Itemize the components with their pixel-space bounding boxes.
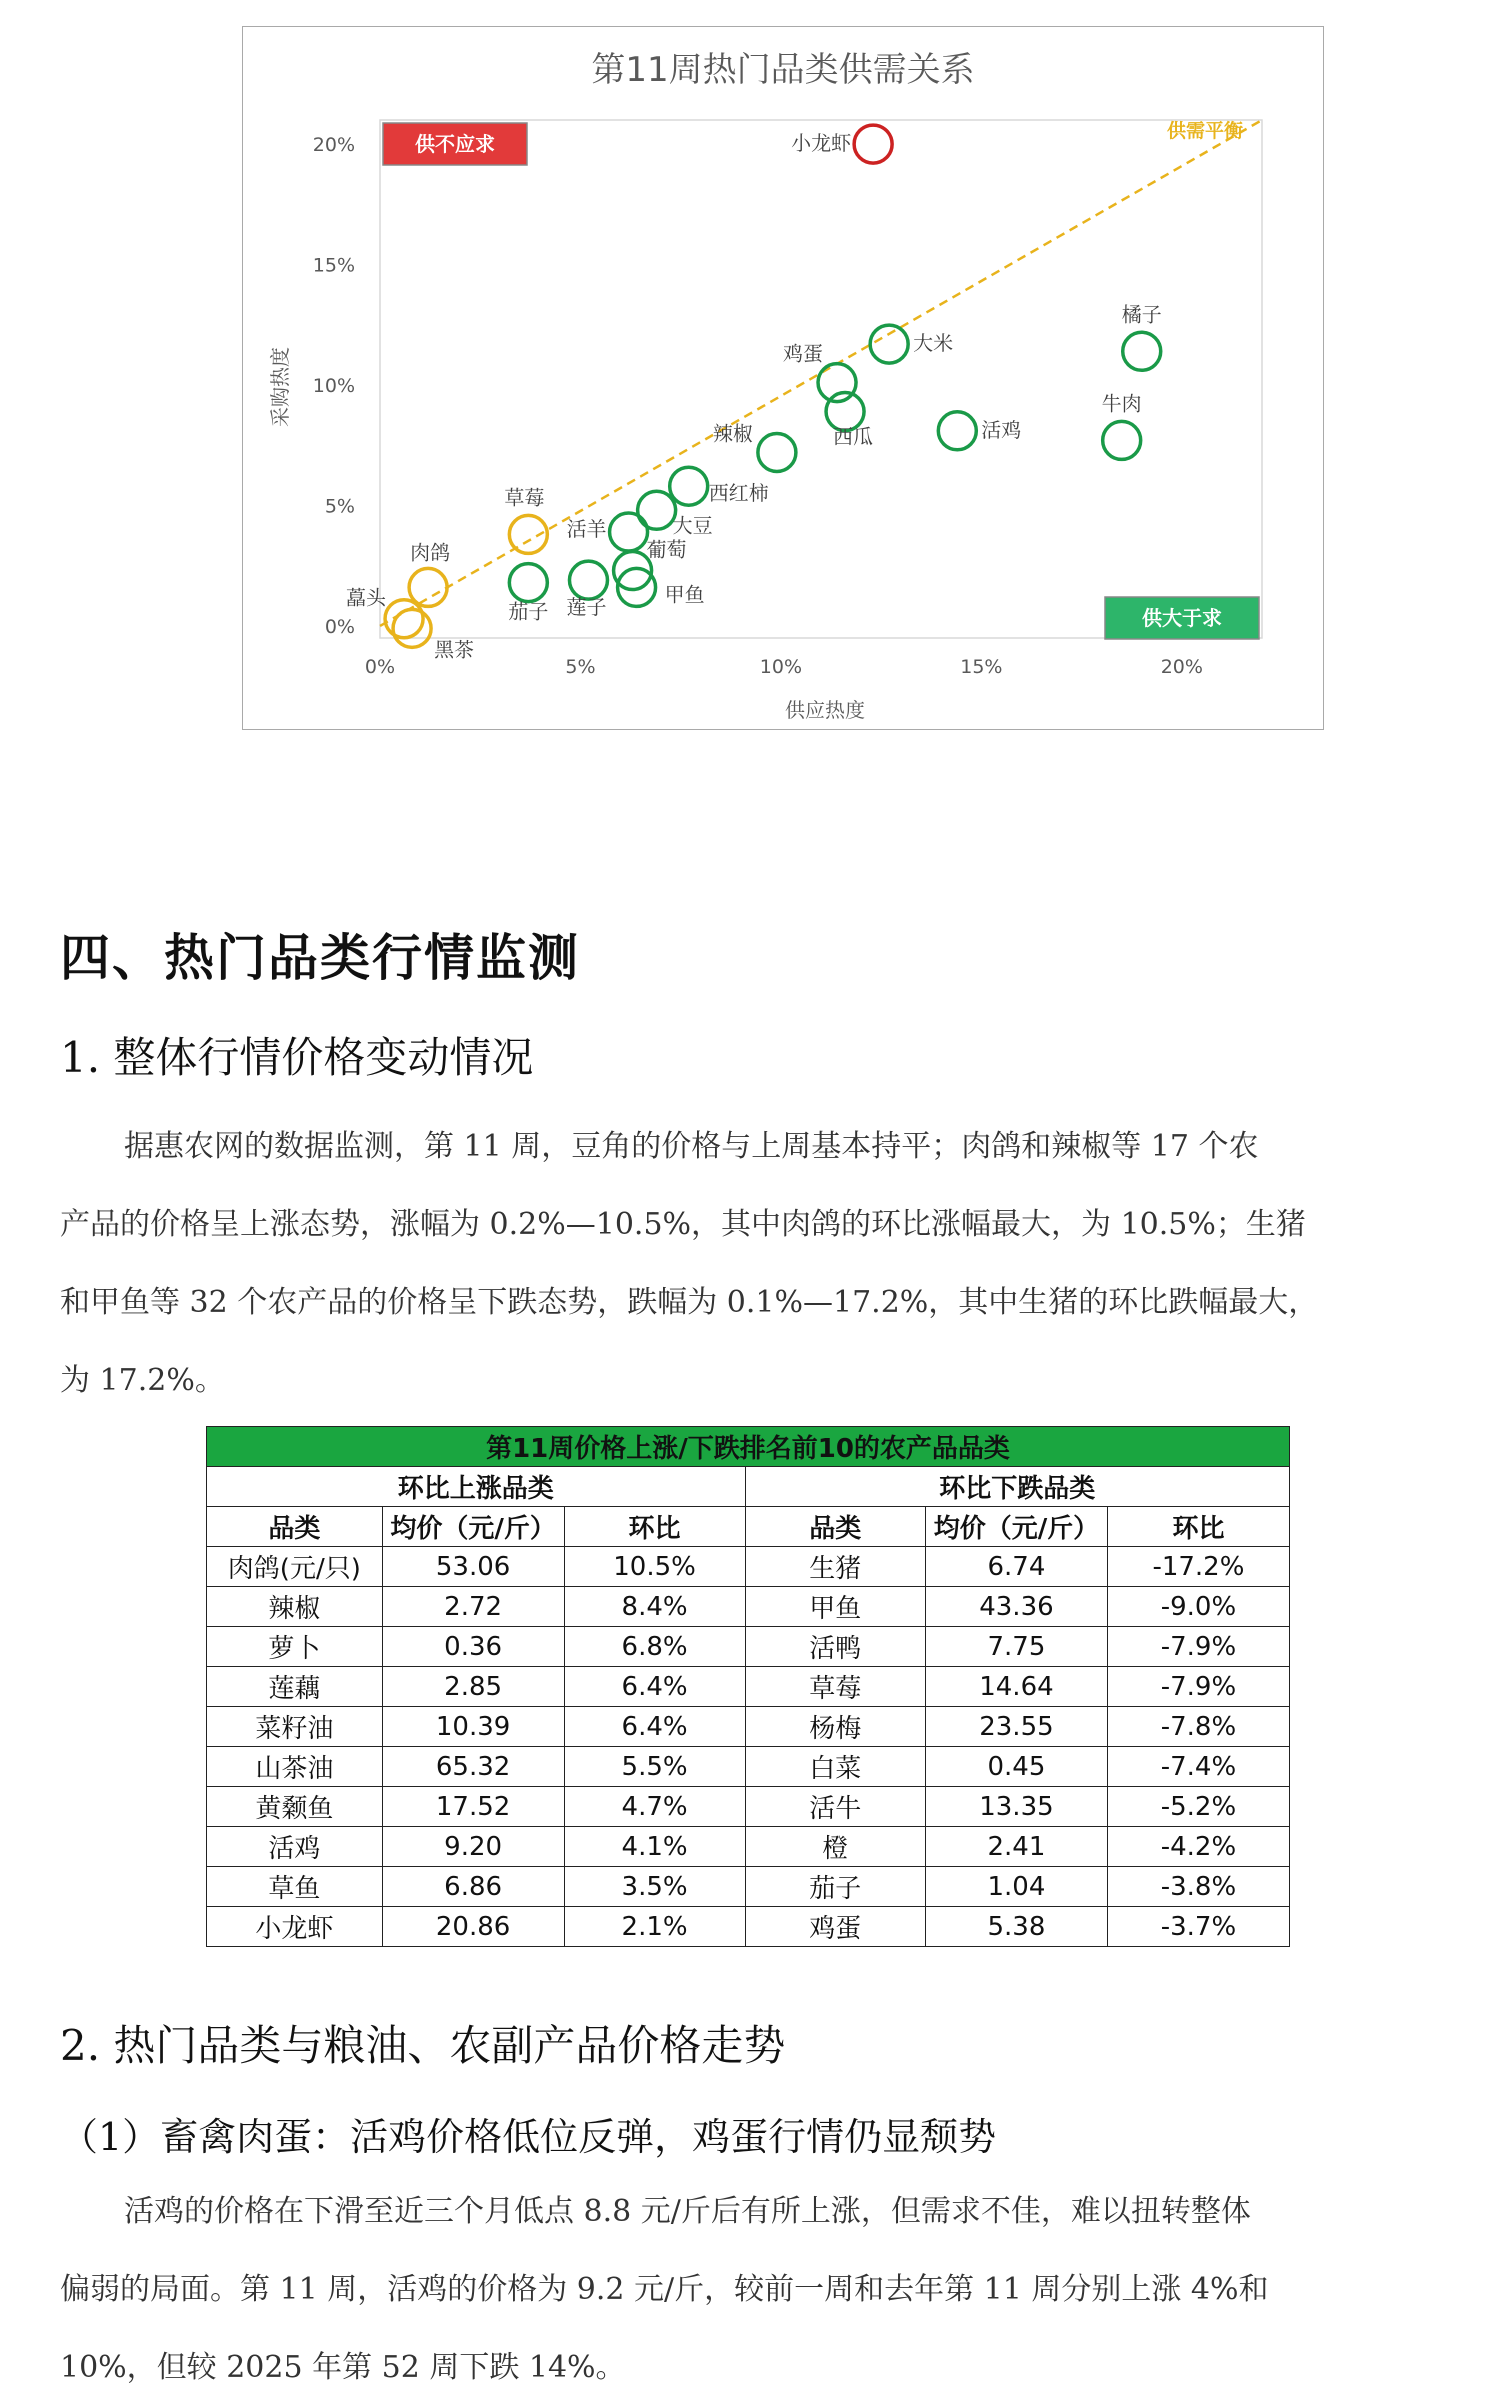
table-cell: 9.20	[382, 1827, 564, 1867]
table-cell: 0.45	[925, 1747, 1107, 1787]
table-cell: 2.1%	[564, 1907, 745, 1947]
table-cell: 3.5%	[564, 1867, 745, 1907]
paragraph-1-line: 产品的价格呈上涨态势，涨幅为 0.2%—10.5%，其中肉鸽的环比涨幅最大，为 10.5%；生猪	[60, 1207, 1306, 1242]
table-cell: 黄颡鱼	[207, 1787, 383, 1827]
table-cell: 4.7%	[564, 1787, 745, 1827]
supply-demand-chart	[242, 26, 1324, 730]
table-cell: 10.5%	[564, 1547, 745, 1587]
column-header: 均价（元/斤）	[925, 1507, 1107, 1547]
y-tick-label: 0%	[324, 615, 355, 638]
table-cell: 活鸭	[745, 1627, 925, 1667]
table-cell: -7.8%	[1107, 1707, 1289, 1747]
balance-label: 供需平衡	[1166, 120, 1243, 142]
y-tick-label: 5%	[324, 495, 355, 518]
table-row	[207, 1547, 1290, 1587]
table-row	[207, 1787, 1290, 1827]
table-cell: 43.36	[925, 1587, 1107, 1627]
table-cell: 8.4%	[564, 1587, 745, 1627]
column-header: 品类	[745, 1507, 925, 1547]
point-label: 辣椒	[712, 421, 753, 446]
table-cell: -9.0%	[1107, 1587, 1289, 1627]
table-cell: 鸡蛋	[745, 1907, 925, 1947]
table-cell: 2.41	[925, 1827, 1107, 1867]
table-cell: 20.86	[382, 1907, 564, 1947]
table-cell: 橙	[745, 1827, 925, 1867]
table-row	[207, 1867, 1290, 1907]
table-cell: 2.85	[382, 1667, 564, 1707]
point-label: 肉鸽	[410, 540, 451, 565]
shortage-label: 供不应求	[415, 132, 495, 156]
paragraph-2-line: 偏弱的局面。第 11 周，活鸡的价格为 9.2 元/斤，较前一周和去年第 11 周分别上涨 4%和	[60, 2272, 1269, 2307]
table-row	[207, 1707, 1290, 1747]
scatter-point	[870, 325, 908, 363]
x-axis-label: 供应热度	[785, 698, 865, 722]
chart-svg	[243, 27, 1323, 729]
scatter-point	[385, 600, 423, 638]
table-cell: -7.9%	[1107, 1667, 1289, 1707]
table-cell: 小龙虾	[207, 1907, 383, 1947]
data-points	[346, 125, 1162, 661]
table-cell: 甲鱼	[745, 1587, 925, 1627]
table-cell: 5.5%	[564, 1747, 745, 1787]
point-label: 橘子	[1121, 302, 1162, 327]
table-cell: 草莓	[745, 1667, 925, 1707]
table-cell: 菜籽油	[207, 1707, 383, 1747]
paragraph-1-line: 据惠农网的数据监测，第 11 周，豆角的价格与上周基本持平；肉鸽和辣椒等 17 个农	[124, 1129, 1259, 1164]
point-label: 鸡蛋	[783, 341, 824, 366]
scatter-point	[409, 568, 447, 606]
paragraph-2	[60, 2173, 1440, 2407]
table-cell: -5.2%	[1107, 1787, 1289, 1827]
table-cell: 6.4%	[564, 1667, 745, 1707]
point-label: 莲子	[566, 595, 607, 620]
table-cell: 生猪	[745, 1547, 925, 1587]
table-cell: -3.8%	[1107, 1867, 1289, 1907]
table-cell: 65.32	[382, 1747, 564, 1787]
paragraph-1-line: 和甲鱼等 32 个农产品的价格呈下跌态势，跌幅为 0.1%—17.2%，其中生猪的环比跌幅最大，	[60, 1285, 1319, 1320]
x-tick-label: 5%	[565, 656, 596, 678]
up-group-header: 环比上涨品类	[207, 1467, 746, 1507]
y-tick-label: 20%	[312, 134, 355, 157]
table-row	[207, 1747, 1290, 1787]
table-cell: -17.2%	[1107, 1547, 1289, 1587]
table-cell: -3.7%	[1107, 1907, 1289, 1947]
table-cell: 17.52	[382, 1787, 564, 1827]
price-ranking-table	[206, 1426, 1290, 1947]
point-label: 大豆	[672, 513, 713, 538]
scatter-point	[610, 513, 648, 551]
chart-title: 第11周热门品类供需关系	[591, 50, 975, 90]
scatter-point	[569, 561, 607, 599]
y-tick-label: 10%	[312, 375, 355, 398]
table-row	[207, 1667, 1290, 1707]
point-label: 大米	[913, 331, 954, 356]
scatter-point	[938, 412, 976, 450]
table-cell: 肉鸽(元/只)	[207, 1547, 383, 1587]
ranking-table	[206, 1426, 1290, 1947]
x-tick-label: 0%	[364, 656, 396, 678]
scatter-point	[638, 491, 676, 529]
table-cell: 茄子	[745, 1867, 925, 1907]
table-body	[207, 1547, 1290, 1947]
scatter-point	[509, 564, 547, 602]
table-cell: 草鱼	[207, 1867, 383, 1907]
paragraph-2-line: 10%，但较 2025 年第 52 周下跌 14%。	[60, 2350, 626, 2385]
subsection-title-1: 1. 整体行情价格变动情况	[60, 1033, 534, 1082]
point-label: 黑茶	[434, 637, 475, 662]
table-row	[207, 1827, 1290, 1867]
subsection-title-2: 2. 热门品类与粮油、农副产品价格走势	[60, 2021, 786, 2070]
scatter-point	[758, 433, 796, 471]
point-label: 小龙虾	[791, 131, 852, 156]
table-cell: 13.35	[925, 1787, 1107, 1827]
point-label: 草莓	[504, 485, 545, 510]
x-tick-label: 20%	[1160, 656, 1203, 678]
table-cell: 53.06	[382, 1547, 564, 1587]
table-cell: 14.64	[925, 1667, 1107, 1707]
point-label: 西红柿	[708, 481, 769, 506]
paragraph-2-line: 活鸡的价格在下滑至近三个月低点 8.8 元/斤后有所上涨，但需求不佳，难以扭转整体	[124, 2194, 1251, 2229]
table-row	[207, 1587, 1290, 1627]
table-cell: 杨梅	[745, 1707, 925, 1747]
point-label: 牛肉	[1101, 391, 1142, 416]
y-tick-label: 15%	[312, 254, 355, 277]
scatter-point	[1103, 421, 1141, 459]
scatter-point	[670, 467, 708, 505]
table-row	[207, 1627, 1290, 1667]
table-cell: 6.8%	[564, 1627, 745, 1667]
subsection-title-2-1: （1）畜禽肉蛋：活鸡价格低位反弹，鸡蛋行情仍显颓势	[60, 2115, 997, 2159]
table-cell: 6.74	[925, 1547, 1107, 1587]
table-cell: -4.2%	[1107, 1827, 1289, 1867]
scatter-point	[393, 609, 431, 647]
table-cell: 4.1%	[564, 1827, 745, 1867]
table-title: 第11周价格上涨/下跌排名前10的农产品品类	[207, 1427, 1290, 1467]
table-cell: 23.55	[925, 1707, 1107, 1747]
y-tick-labels	[313, 134, 355, 638]
table-cell: 白菜	[745, 1747, 925, 1787]
point-label: 藠头	[346, 585, 387, 610]
x-tick-label: 15%	[960, 656, 1003, 678]
section-title: 四、热门品类行情监测	[60, 928, 580, 987]
table-cell: 活牛	[745, 1787, 925, 1827]
table-cell: 山茶油	[207, 1747, 383, 1787]
table-cell: 6.4%	[564, 1707, 745, 1747]
table-cell: 2.72	[382, 1587, 564, 1627]
paragraph-1	[60, 1108, 1440, 1420]
column-header: 均价（元/斤）	[382, 1507, 564, 1547]
table-cell: 6.86	[382, 1867, 564, 1907]
point-label: 活羊	[566, 516, 607, 541]
point-label: 甲鱼	[664, 582, 705, 607]
y-axis-label: 采购热度	[268, 347, 292, 427]
paragraph-1-line: 为 17.2%。	[60, 1363, 225, 1398]
scatter-point	[854, 125, 892, 163]
table-cell: 萝卜	[207, 1627, 383, 1667]
table-cell: 0.36	[382, 1627, 564, 1667]
table-cell: 10.39	[382, 1707, 564, 1747]
down-group-header: 环比下跌品类	[745, 1467, 1289, 1507]
table-cell: 1.04	[925, 1867, 1107, 1907]
point-label: 西瓜	[833, 424, 874, 449]
x-tick-labels	[365, 656, 1203, 678]
point-label: 茄子	[508, 599, 549, 624]
point-label: 活鸡	[981, 417, 1022, 442]
table-cell: 5.38	[925, 1907, 1107, 1947]
column-header: 品类	[207, 1507, 383, 1547]
table-cell: 7.75	[925, 1627, 1107, 1667]
x-tick-label: 10%	[759, 656, 803, 678]
table-row	[207, 1907, 1290, 1947]
column-header: 环比	[1107, 1507, 1289, 1547]
table-cell: 莲藕	[207, 1667, 383, 1707]
surplus-label: 供大于求	[1142, 606, 1222, 630]
scatter-point	[1123, 332, 1161, 370]
plot-area	[380, 120, 1262, 638]
table-cell: 辣椒	[207, 1587, 383, 1627]
table-cell: -7.4%	[1107, 1747, 1289, 1787]
point-label: 葡萄	[646, 537, 687, 562]
table-cell: -7.9%	[1107, 1627, 1289, 1667]
table-cell: 活鸡	[207, 1827, 383, 1867]
column-header: 环比	[564, 1507, 745, 1547]
